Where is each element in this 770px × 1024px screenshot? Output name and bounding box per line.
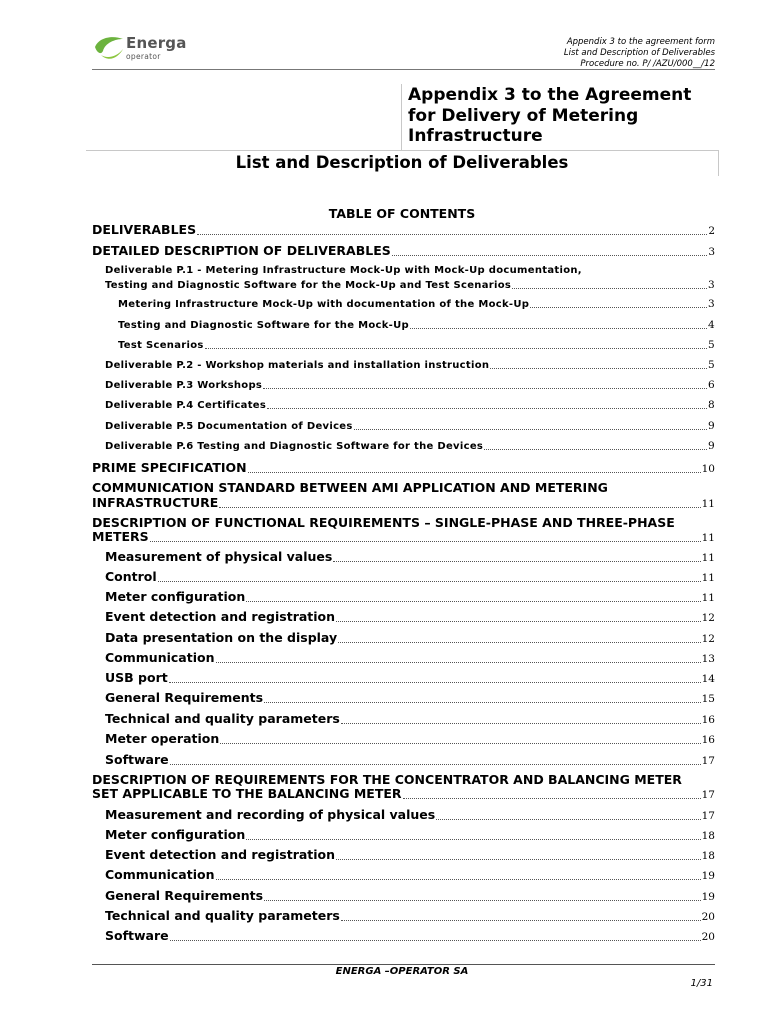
toc-entry-text: Technical and quality parameters: [105, 711, 340, 726]
toc-entry-text: General Requirements: [105, 888, 264, 903]
toc-leader: [197, 234, 707, 235]
logo-wordmark: Energa: [126, 34, 187, 52]
toc-leader: [170, 764, 701, 765]
toc-entry-text-line1: Deliverable P.1 - Metering Infrastructure Mock-Up with Mock-Up documentation,: [105, 265, 582, 276]
toc-entry[interactable]: [118, 339, 715, 351]
toc-leader: [216, 879, 701, 880]
toc-page-number: 5: [708, 359, 715, 371]
toc-entry[interactable]: [105, 847, 715, 862]
toc-entry-text: Deliverable P.2 - Workshop materials and installation instruction: [105, 360, 490, 371]
toc-entry[interactable]: [105, 440, 715, 452]
toc-entry-text: Measurement and recording of physical values: [105, 807, 436, 822]
toc-leader: [436, 819, 700, 820]
header-line-1: Appendix 3 to the agreement form: [566, 37, 715, 47]
toc-entry-text: Meter configuration: [105, 589, 246, 604]
toc-entry-text-line1: COMMUNICATION STANDARD BETWEEN AMI APPLICATION AND METERING: [92, 480, 608, 495]
toc-entry-text: Deliverable P.5 Documentation of Devices: [105, 421, 353, 432]
toc-entry[interactable]: [105, 279, 715, 291]
toc-entry[interactable]: [105, 379, 715, 391]
toc-page-number: 16: [701, 714, 715, 726]
toc-entry[interactable]: [105, 711, 715, 726]
header-line-3: Procedure no. P/ /AZU/000__/12: [580, 59, 715, 69]
toc-entry-text: Event detection and registration: [105, 847, 336, 862]
toc-entry-text: Testing and Diagnostic Software for the Mock-Up and Test Scenarios: [105, 280, 512, 291]
toc-entry-text: SET APPLICABLE TO THE BALANCING METER: [92, 786, 402, 801]
toc-entry-text: USB port: [105, 670, 168, 685]
toc-entry[interactable]: [105, 888, 715, 903]
toc-entry[interactable]: [105, 569, 715, 584]
toc-page-number: 11: [701, 592, 715, 604]
toc-entry-text: DELIVERABLES: [92, 222, 197, 237]
toc-entry[interactable]: [92, 495, 715, 510]
toc-page-number: 11: [701, 552, 715, 564]
toc-page-number: 11: [701, 572, 715, 584]
page-number: 1/31: [690, 978, 713, 989]
toc-page-number: 4: [708, 319, 715, 331]
toc-entry-text: Deliverable P.4 Certificates: [105, 400, 267, 411]
toc-page-number: 8: [708, 399, 715, 411]
toc-entry-text: Communication: [105, 867, 215, 882]
toc-page-number: 17: [701, 810, 715, 822]
toc-page-number: 19: [701, 891, 715, 903]
toc-entry[interactable]: [118, 319, 715, 331]
toc-entry-text: Communication: [105, 650, 215, 665]
toc-entry-text: Metering Infrastructure Mock-Up with documentation of the Mock-Up: [118, 299, 530, 310]
toc-page-number: 11: [701, 498, 715, 510]
toc-page-number: 16: [701, 734, 715, 746]
toc-leader: [246, 601, 700, 602]
toc-entry-text: PRIME SPECIFICATION: [92, 460, 247, 475]
toc-entry[interactable]: [105, 589, 715, 604]
toc-leader: [392, 255, 708, 256]
toc-leader: [263, 388, 707, 389]
toc-leader: [150, 541, 701, 542]
toc-leader: [403, 798, 701, 799]
toc-leader: [264, 900, 701, 901]
toc-page-number: 3: [708, 298, 715, 310]
toc-page-number: 12: [701, 633, 715, 645]
toc-leader: [336, 859, 701, 860]
toc-entry-text: Software: [105, 928, 169, 943]
toc-leader: [267, 408, 707, 409]
toc-page-number: 18: [701, 850, 715, 862]
footer-company: ENERGA –OPERATOR SA: [335, 966, 469, 977]
toc-entry-text: Control: [105, 569, 157, 584]
toc-leader: [410, 328, 707, 329]
toc-entry-text: Event detection and registration: [105, 609, 336, 624]
toc-leader: [219, 507, 700, 508]
toc-leader: [338, 642, 700, 643]
toc-leader: [530, 307, 707, 308]
list-title: List and Description of Deliverables: [235, 153, 569, 172]
toc-entry-text: METERS: [92, 529, 149, 544]
toc-leader: [216, 662, 701, 663]
toc-entry-text: Deliverable P.6 Testing and Diagnostic Software for the Devices: [105, 441, 484, 452]
toc-entry[interactable]: [92, 786, 715, 801]
footer-rule: [92, 964, 715, 965]
toc-entry-text: INFRASTRUCTURE: [92, 495, 219, 510]
toc-page-number: 2: [708, 225, 715, 237]
toc-entry-text: Software: [105, 752, 169, 767]
toc-page-number: 14: [701, 673, 715, 685]
toc-entry[interactable]: [105, 650, 715, 665]
toc-entry-text-line1: DESCRIPTION OF REQUIREMENTS FOR THE CONCENTRATOR AND BALANCING METER: [92, 772, 682, 787]
appendix-title: Appendix 3 to the Agreement for Delivery of Metering Infrastructure: [408, 85, 692, 146]
toc-page-number: 20: [701, 911, 715, 923]
toc-page-number: 17: [701, 789, 715, 801]
toc-entry-text: Meter operation: [105, 731, 220, 746]
toc-entry[interactable]: [105, 359, 715, 371]
toc-page-number: 19: [701, 870, 715, 882]
toc-entry-text: Test Scenarios: [118, 340, 204, 351]
toc-leader: [512, 288, 707, 289]
toc-title: TABLE OF CONTENTS: [328, 206, 476, 221]
toc-entry[interactable]: [105, 399, 715, 411]
toc-entry[interactable]: [105, 420, 715, 432]
toc-leader: [169, 682, 701, 683]
toc-page-number: 20: [701, 931, 715, 943]
toc-entry[interactable]: [105, 549, 715, 564]
toc-entry[interactable]: [105, 928, 715, 943]
toc-entry-text: Testing and Diagnostic Software for the Mock-Up: [118, 320, 410, 331]
toc-page-number: 3: [708, 246, 715, 258]
toc-leader: [341, 920, 701, 921]
toc-entry[interactable]: [105, 690, 715, 705]
toc-entry-text: Measurement of physical values: [105, 549, 333, 564]
toc-leader: [264, 702, 701, 703]
toc-leader: [341, 723, 701, 724]
toc-page-number: 18: [701, 830, 715, 842]
toc-page-number: 5: [708, 339, 715, 351]
toc-leader: [205, 348, 707, 349]
toc-page-number: 3: [708, 279, 715, 291]
toc-entry-text: DETAILED DESCRIPTION OF DELIVERABLES: [92, 243, 391, 258]
toc-entry[interactable]: [105, 731, 715, 746]
toc-leader: [490, 368, 707, 369]
toc-leader: [170, 940, 701, 941]
toc-page-number: 9: [708, 420, 715, 432]
toc-leader: [354, 429, 707, 430]
toc-page-number: 12: [701, 612, 715, 624]
toc-entry-text: Meter configuration: [105, 827, 246, 842]
header-line-2: List and Description of Deliverables: [563, 48, 715, 58]
toc-entry-text: General Requirements: [105, 690, 264, 705]
toc-entry[interactable]: [92, 243, 715, 258]
toc-leader: [158, 581, 701, 582]
toc-page-number: 15: [701, 693, 715, 705]
toc-entry[interactable]: [92, 460, 715, 475]
toc-leader: [336, 621, 701, 622]
toc-entry[interactable]: [105, 630, 715, 645]
toc-entry-text: Technical and quality parameters: [105, 908, 340, 923]
toc-entry-text-line1: DESCRIPTION OF FUNCTIONAL REQUIREMENTS – SINGLE-PHASE AND THREE-PHASE: [92, 515, 675, 530]
toc-entry[interactable]: [105, 609, 715, 624]
toc-entry[interactable]: [92, 222, 715, 237]
toc-page-number: 11: [701, 532, 715, 544]
toc-leader: [333, 561, 700, 562]
toc-entry[interactable]: [105, 670, 715, 685]
toc-page-number: 17: [701, 755, 715, 767]
toc-leader: [220, 743, 700, 744]
toc-entry[interactable]: [105, 827, 715, 842]
toc-entry[interactable]: [105, 908, 715, 923]
toc-page-number: 9: [708, 440, 715, 452]
logo-subtitle: operator: [126, 52, 161, 61]
toc-entry-text: Deliverable P.3 Workshops: [105, 380, 263, 391]
toc-page-number: 10: [701, 463, 715, 475]
toc-entry[interactable]: [105, 807, 715, 822]
toc-entry[interactable]: [105, 867, 715, 882]
toc-leader: [484, 449, 707, 450]
toc-entry[interactable]: [92, 529, 715, 544]
toc-leader: [248, 472, 701, 473]
toc-leader: [246, 839, 700, 840]
toc-page-number: 6: [708, 379, 715, 391]
toc-page-number: 13: [701, 653, 715, 665]
toc-entry[interactable]: [118, 298, 715, 310]
toc-entry[interactable]: [105, 752, 715, 767]
toc-entry-text: Data presentation on the display: [105, 630, 338, 645]
